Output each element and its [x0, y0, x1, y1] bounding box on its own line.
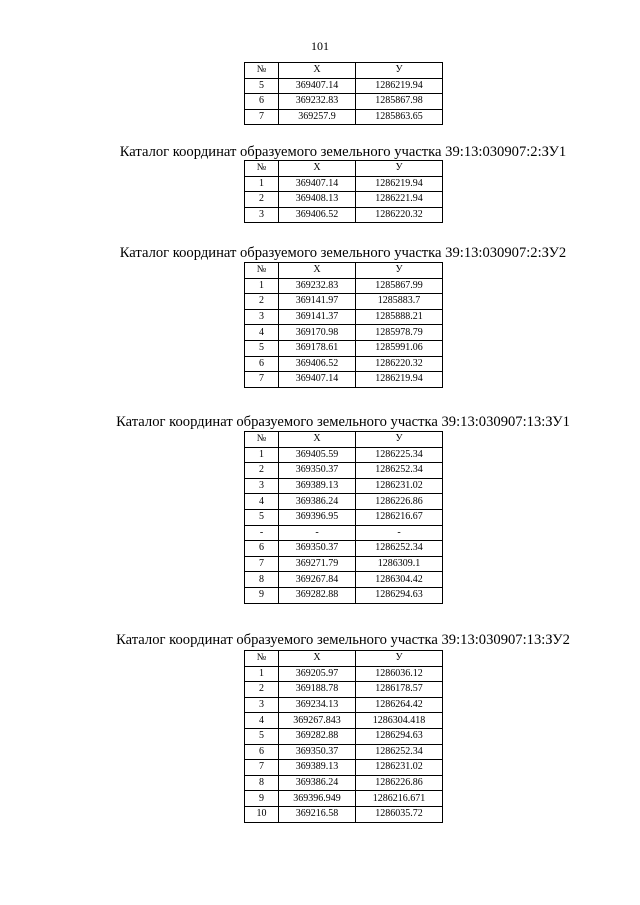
table-row [245, 192, 443, 208]
point-number-cell: 5 [245, 728, 279, 744]
y-coordinate-cell: 1286178.57 [356, 682, 443, 698]
table-row [245, 278, 443, 294]
x-coordinate-cell: 369386.24 [279, 494, 356, 510]
y-coordinate-cell: 1286216.671 [356, 791, 443, 807]
table-header-row [245, 63, 443, 79]
table-row [245, 587, 443, 603]
y-coordinate-cell: 1285978.79 [356, 325, 443, 341]
point-number-cell: 6 [245, 356, 279, 372]
y-coordinate-cell: 1286226.86 [356, 775, 443, 791]
y-coordinate-cell: 1286226.86 [356, 494, 443, 510]
y-coordinate-cell: 1286220.32 [356, 207, 443, 223]
table-row [245, 744, 443, 760]
table-row [245, 294, 443, 310]
catalog-caption: Каталог координат образуемого земельного участка 39:13:030907:13:ЗУ2 [116, 632, 570, 648]
y-coordinate-cell: 1286304.418 [356, 713, 443, 729]
point-number-cell: 7 [245, 372, 279, 388]
x-coordinate-cell: 369396.95 [279, 509, 356, 525]
point-number-cell: 5 [245, 78, 279, 94]
y-coordinate-cell: 1286252.34 [356, 744, 443, 760]
table-row [245, 697, 443, 713]
y-coordinate-cell: 1286219.94 [356, 176, 443, 192]
point-number-cell: 5 [245, 509, 279, 525]
header-y: У [356, 63, 443, 79]
point-number-cell: 3 [245, 207, 279, 223]
point-number-cell: 5 [245, 340, 279, 356]
header-y: У [356, 263, 443, 279]
table-row [245, 572, 443, 588]
x-coordinate-cell: 369216.58 [279, 806, 356, 822]
table-row [245, 176, 443, 192]
point-number-cell: 4 [245, 494, 279, 510]
point-number-cell: 10 [245, 806, 279, 822]
point-number-cell: 7 [245, 556, 279, 572]
x-coordinate-cell: 369407.14 [279, 176, 356, 192]
table-row [245, 356, 443, 372]
point-number-cell: - [245, 525, 279, 541]
y-coordinate-cell: 1286231.02 [356, 760, 443, 776]
table-row [245, 494, 443, 510]
header-num: № [245, 263, 279, 279]
coordinates-table-2-zu2 [244, 262, 443, 388]
table-row [245, 806, 443, 822]
y-coordinate-cell: - [356, 525, 443, 541]
x-coordinate-cell: 369406.52 [279, 207, 356, 223]
table-row [245, 760, 443, 776]
x-coordinate-cell: 369386.24 [279, 775, 356, 791]
x-coordinate-cell: 369141.37 [279, 309, 356, 325]
page-number: 101 [311, 39, 329, 53]
table-row [245, 775, 443, 791]
y-coordinate-cell: 1285867.99 [356, 278, 443, 294]
x-coordinate-cell: 369282.88 [279, 587, 356, 603]
point-number-cell: 6 [245, 94, 279, 110]
point-number-cell: 2 [245, 682, 279, 698]
table-row [245, 447, 443, 463]
x-coordinate-cell: 369408.13 [279, 192, 356, 208]
table-row [245, 372, 443, 388]
header-y: У [356, 161, 443, 177]
point-number-cell: 4 [245, 713, 279, 729]
point-number-cell: 2 [245, 294, 279, 310]
catalog-caption: Каталог координат образуемого земельного участка 39:13:030907:2:ЗУ1 [119, 144, 567, 160]
table-row [245, 109, 443, 125]
point-number-cell: 4 [245, 325, 279, 341]
x-coordinate-cell: 369232.83 [279, 278, 356, 294]
y-coordinate-cell: 1286219.94 [356, 372, 443, 388]
point-number-cell: 1 [245, 666, 279, 682]
point-number-cell: 2 [245, 192, 279, 208]
y-coordinate-cell: 1286264.42 [356, 697, 443, 713]
x-coordinate-cell: 369407.14 [279, 372, 356, 388]
table-row [245, 309, 443, 325]
y-coordinate-cell: 1285883.7 [356, 294, 443, 310]
point-number-cell: 1 [245, 278, 279, 294]
header-x: Х [279, 63, 356, 79]
table-row [245, 463, 443, 479]
table-row [245, 94, 443, 110]
y-coordinate-cell: 1286036.12 [356, 666, 443, 682]
x-coordinate-cell: 369141.97 [279, 294, 356, 310]
catalog-caption: Каталог координат образуемого земельного участка 39:13:030907:13:ЗУ1 [116, 414, 570, 430]
y-coordinate-cell: 1286252.34 [356, 463, 443, 479]
x-coordinate-cell: - [279, 525, 356, 541]
y-coordinate-cell: 1286225.34 [356, 447, 443, 463]
x-coordinate-cell: 369407.14 [279, 78, 356, 94]
table-row [245, 325, 443, 341]
y-coordinate-cell: 1286221.94 [356, 192, 443, 208]
point-number-cell: 9 [245, 791, 279, 807]
header-num: № [245, 432, 279, 448]
point-number-cell: 3 [245, 309, 279, 325]
x-coordinate-cell: 369188.78 [279, 682, 356, 698]
point-number-cell: 8 [245, 775, 279, 791]
x-coordinate-cell: 369178.61 [279, 340, 356, 356]
header-num: № [245, 651, 279, 667]
x-coordinate-cell: 369350.37 [279, 463, 356, 479]
y-coordinate-cell: 1285888.21 [356, 309, 443, 325]
x-coordinate-cell: 369271.79 [279, 556, 356, 572]
header-x: Х [279, 432, 356, 448]
y-coordinate-cell: 1286231.02 [356, 478, 443, 494]
table-row [245, 728, 443, 744]
y-coordinate-cell: 1286309.1 [356, 556, 443, 572]
x-coordinate-cell: 369232.83 [279, 94, 356, 110]
point-number-cell: 2 [245, 463, 279, 479]
table-row [245, 478, 443, 494]
table-header-row [245, 432, 443, 448]
y-coordinate-cell: 1286216.67 [356, 509, 443, 525]
header-y: У [356, 432, 443, 448]
y-coordinate-cell: 1286294.63 [356, 728, 443, 744]
x-coordinate-cell: 369389.13 [279, 760, 356, 776]
point-number-cell: 9 [245, 587, 279, 603]
header-num: № [245, 63, 279, 79]
point-number-cell: 6 [245, 541, 279, 557]
table-row [245, 340, 443, 356]
table-row [245, 509, 443, 525]
point-number-cell: 1 [245, 176, 279, 192]
y-coordinate-cell: 1285863.65 [356, 109, 443, 125]
y-coordinate-cell: 1285991.06 [356, 340, 443, 356]
table-header-row [245, 161, 443, 177]
table-row [245, 556, 443, 572]
x-coordinate-cell: 369350.37 [279, 541, 356, 557]
x-coordinate-cell: 369267.843 [279, 713, 356, 729]
table-row [245, 791, 443, 807]
coordinates-table-2-zu1 [244, 160, 443, 223]
point-number-cell: 1 [245, 447, 279, 463]
x-coordinate-cell: 369282.88 [279, 728, 356, 744]
header-y: У [356, 651, 443, 667]
y-coordinate-cell: 1286252.34 [356, 541, 443, 557]
header-x: Х [279, 263, 356, 279]
x-coordinate-cell: 369170.98 [279, 325, 356, 341]
y-coordinate-cell: 1286304.42 [356, 572, 443, 588]
y-coordinate-cell: 1286294.63 [356, 587, 443, 603]
point-number-cell: 8 [245, 572, 279, 588]
x-coordinate-cell: 369389.13 [279, 478, 356, 494]
x-coordinate-cell: 369405.59 [279, 447, 356, 463]
table-row [245, 207, 443, 223]
y-coordinate-cell: 1286220.32 [356, 356, 443, 372]
point-number-cell: 6 [245, 744, 279, 760]
table-row [245, 78, 443, 94]
table-header-row [245, 651, 443, 667]
table-row [245, 713, 443, 729]
header-x: Х [279, 651, 356, 667]
table-row [245, 525, 443, 541]
coordinates-table-13-zu2 [244, 650, 443, 823]
table-row [245, 541, 443, 557]
point-number-cell: 7 [245, 109, 279, 125]
x-coordinate-cell: 369205.97 [279, 666, 356, 682]
x-coordinate-cell: 369396.949 [279, 791, 356, 807]
table-row [245, 682, 443, 698]
y-coordinate-cell: 1285867.98 [356, 94, 443, 110]
table-row [245, 666, 443, 682]
x-coordinate-cell: 369350.37 [279, 744, 356, 760]
x-coordinate-cell: 369234.13 [279, 697, 356, 713]
y-coordinate-cell: 1286035.72 [356, 806, 443, 822]
catalog-caption: Каталог координат образуемого земельного участка 39:13:030907:2:ЗУ2 [119, 245, 567, 261]
header-x: Х [279, 161, 356, 177]
x-coordinate-cell: 369267.84 [279, 572, 356, 588]
coordinates-table-continuation [244, 62, 443, 125]
point-number-cell: 3 [245, 478, 279, 494]
x-coordinate-cell: 369257.9 [279, 109, 356, 125]
table-header-row [245, 263, 443, 279]
point-number-cell: 3 [245, 697, 279, 713]
y-coordinate-cell: 1286219.94 [356, 78, 443, 94]
coordinates-table-13-zu1 [244, 431, 443, 604]
header-num: № [245, 161, 279, 177]
point-number-cell: 7 [245, 760, 279, 776]
x-coordinate-cell: 369406.52 [279, 356, 356, 372]
